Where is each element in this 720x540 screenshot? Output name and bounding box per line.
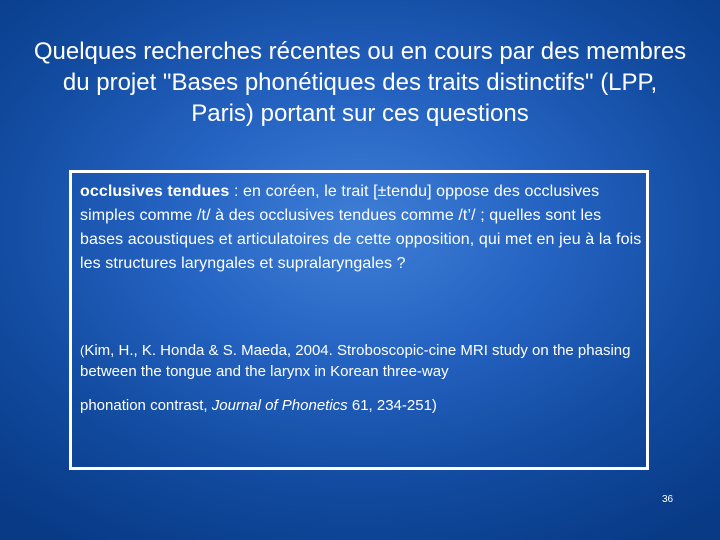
reference-line2-end: 61, 234-251)	[347, 397, 437, 414]
term-occlusives-tendues: occlusives tendues	[80, 183, 230, 200]
reference-line-3	[80, 395, 437, 416]
reference-authors-title: Kim, H., K. Honda & S. Maeda, 2004. Stroboscopic-cine MRI study on the phasing between the tongue and the larynx in Korean three-way	[80, 342, 631, 380]
body-text: : en coréen, le trait [±tendu] oppose des occlusives simples comme /t/ à des occlusives tendues comme /t’/ ; quelles sont les bases acoustiques et articulatoires de cette opposition, qui met en jeu à la fois les structures laryngales et supralaryngales ?	[80, 183, 642, 272]
slide-title: Quelques recherches récentes ou en cours par des membres du projet "Bases phonétiques des traits distinctifs" (LPP, Paris) portant sur ces questions	[33, 38, 687, 127]
reference-journal: Journal of Phonetics	[211, 397, 348, 414]
reference-line2-start: phonation contrast,	[80, 397, 212, 414]
body-paragraph	[80, 180, 646, 276]
reference-citation	[80, 340, 646, 416]
content-box	[69, 170, 649, 470]
page-number: 36	[662, 494, 674, 505]
reference-open-paren: (	[80, 343, 85, 358]
